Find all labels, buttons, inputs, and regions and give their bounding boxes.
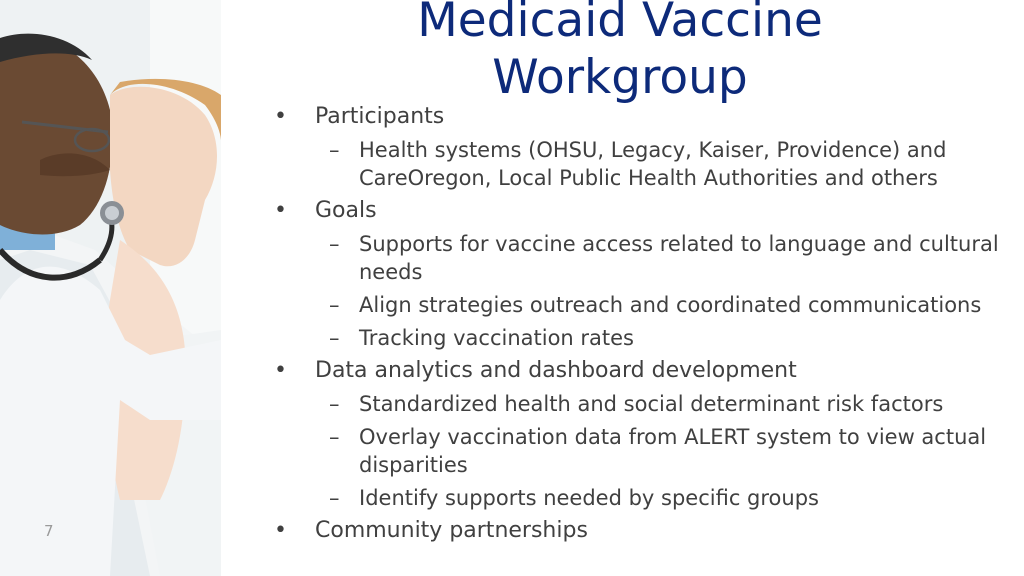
bullet-label: Participants (315, 104, 445, 129)
sub-bullet-item (315, 230, 1012, 286)
sub-bullet-item (315, 423, 1012, 479)
bullet-label: Community partnerships (315, 518, 588, 543)
bullet-icon: • (274, 518, 287, 543)
sub-bullet-item (315, 291, 1012, 319)
bullet-item (272, 197, 1012, 352)
sub-bullet-text: Identify supports needed by specific groups (359, 486, 819, 510)
bullet-item (272, 357, 1012, 512)
sub-bullet-text: Health systems (OHSU, Legacy, Kaiser, Providence) and CareOregon, Local Public Health Authorities and others (359, 138, 947, 190)
sub-bullet-text: Overlay vaccination data from ALERT system to view actual disparities (359, 425, 987, 477)
bullet-label: Data analytics and dashboard development (315, 358, 797, 383)
sub-bullet-item (315, 390, 1012, 418)
dash-icon: – (329, 293, 340, 317)
dash-icon: – (329, 138, 340, 162)
sub-bullet-item (315, 484, 1012, 512)
bullet-icon: • (274, 104, 287, 129)
sub-bullet-item (315, 136, 1012, 192)
sub-bullet-item (315, 324, 1012, 352)
sub-bullet-text: Align strategies outreach and coordinated communications (359, 293, 982, 317)
bullet-icon: • (274, 198, 287, 223)
sub-bullet-text: Supports for vaccine access related to language and cultural needs (359, 232, 999, 284)
dash-icon: – (329, 232, 340, 256)
dash-icon: – (329, 425, 340, 449)
doctor-with-baby-photo (0, 0, 221, 576)
slide-number: 7 (44, 522, 54, 540)
bullet-label: Goals (315, 198, 377, 223)
sub-bullet-list (315, 136, 1012, 192)
bullet-item (272, 517, 1012, 545)
bullet-list (272, 103, 1012, 550)
bullet-icon: • (274, 358, 287, 383)
dash-icon: – (329, 486, 340, 510)
bullet-item (272, 103, 1012, 192)
slide-title: Medicaid Vaccine Workgroup (417, 0, 823, 105)
sub-bullet-list (315, 390, 1012, 512)
dash-icon: – (329, 326, 340, 350)
sub-bullet-list (315, 230, 1012, 352)
sub-bullet-text: Standardized health and social determinant risk factors (359, 392, 944, 416)
dash-icon: – (329, 392, 340, 416)
sub-bullet-text: Tracking vaccination rates (359, 326, 634, 350)
